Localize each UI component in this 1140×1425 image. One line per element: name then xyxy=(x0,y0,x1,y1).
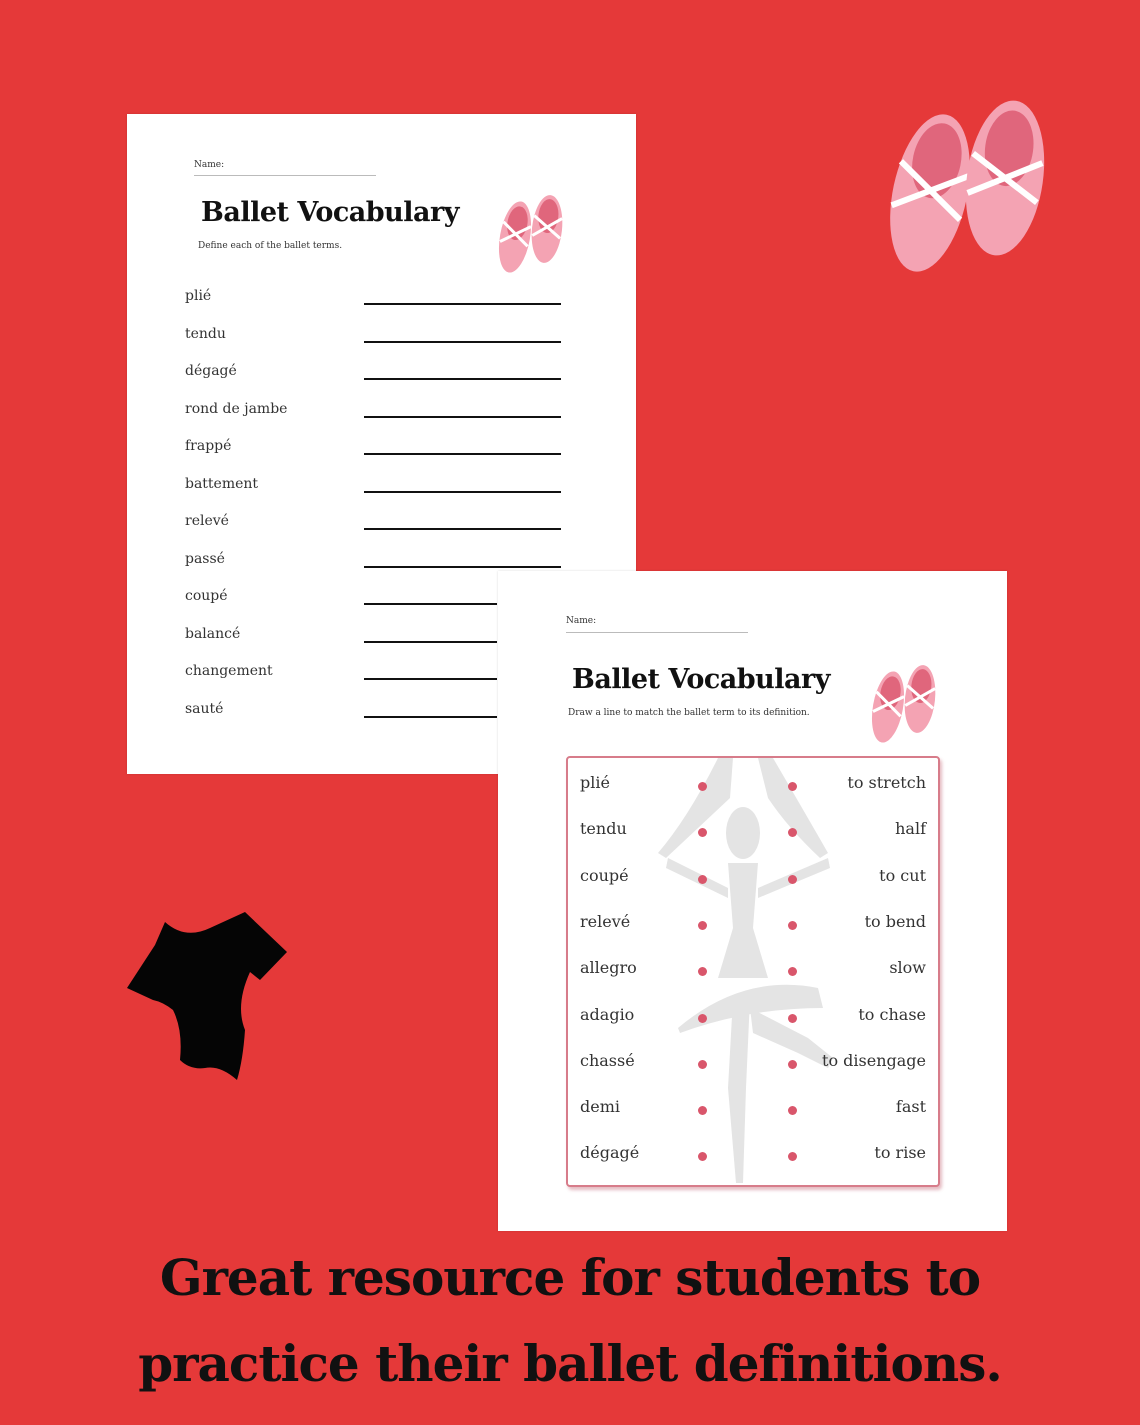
match-term: plié xyxy=(580,773,610,792)
match-definition: to stretch xyxy=(847,773,926,792)
answer-line[interactable] xyxy=(364,303,561,305)
answer-line[interactable] xyxy=(364,641,497,643)
match-term: allegro xyxy=(580,958,637,978)
worksheet-title: Ballet Vocabulary xyxy=(201,197,459,228)
term-label: balancé xyxy=(185,625,241,642)
name-line xyxy=(566,632,748,633)
term-label: frappé xyxy=(185,438,232,454)
match-term: relevé xyxy=(580,911,631,931)
definition-dot[interactable] xyxy=(788,1014,797,1023)
match-term: coupé xyxy=(580,865,629,885)
answer-line[interactable] xyxy=(364,566,561,568)
term-label: dégagé xyxy=(185,363,237,379)
term-dot[interactable] xyxy=(698,1014,707,1023)
term-label: coupé xyxy=(185,588,228,604)
term-dot[interactable] xyxy=(698,921,707,930)
ballet-slippers-icon xyxy=(885,98,1055,283)
ballet-slippers-small-icon xyxy=(868,659,940,747)
matching-box xyxy=(566,756,940,1187)
tagline-line-2: practice their ballet definitions. xyxy=(138,1334,1002,1393)
worksheet-match xyxy=(498,571,1007,1231)
term-label: sauté xyxy=(185,700,224,717)
answer-line[interactable] xyxy=(364,603,497,605)
term-label: changement xyxy=(185,663,273,679)
answer-line[interactable] xyxy=(364,378,561,380)
ballet-slippers-small-icon xyxy=(495,189,567,277)
answer-line[interactable] xyxy=(364,416,561,418)
match-definition: to chase xyxy=(858,1004,926,1024)
definition-dot[interactable] xyxy=(788,1060,797,1069)
match-definition: to bend xyxy=(864,911,926,931)
match-term: dégagé xyxy=(580,1143,640,1163)
worksheet-subtitle: Draw a line to match the ballet term to its definition. xyxy=(568,708,810,718)
term-dot[interactable] xyxy=(698,782,707,791)
term-label: battement xyxy=(185,475,259,492)
term-dot[interactable] xyxy=(698,1060,707,1069)
term-label: plié xyxy=(185,288,212,304)
answer-line[interactable] xyxy=(364,491,561,493)
ballerina-silhouette xyxy=(658,758,848,1185)
answer-line[interactable] xyxy=(364,528,561,530)
term-label: relevé xyxy=(185,513,229,529)
worksheet-subtitle: Define each of the ballet terms. xyxy=(198,241,343,251)
match-term: adagio xyxy=(580,1004,635,1024)
term-dot[interactable] xyxy=(698,875,707,884)
term-label: rond de jambe xyxy=(185,400,288,417)
match-definition: to cut xyxy=(879,865,926,885)
answer-line[interactable] xyxy=(364,716,497,718)
definition-dot[interactable] xyxy=(788,875,797,884)
worksheet-title: Ballet Vocabulary xyxy=(572,664,830,695)
leotard-icon xyxy=(125,910,290,1085)
answer-line[interactable] xyxy=(364,453,561,455)
term-label: passé xyxy=(185,550,225,567)
tagline xyxy=(0,1235,1140,1407)
name-label: Name: xyxy=(194,160,225,170)
match-definition: fast xyxy=(895,1097,926,1117)
tagline-line-1: Great resource for students to xyxy=(159,1248,981,1307)
name-label: Name: xyxy=(566,616,597,626)
match-term: chassé xyxy=(580,1050,635,1070)
match-definition: to rise xyxy=(874,1143,926,1163)
match-definition: to disengage xyxy=(822,1050,926,1070)
term-label: tendu xyxy=(185,325,226,342)
definition-dot[interactable] xyxy=(788,921,797,930)
match-term: tendu xyxy=(580,819,627,839)
match-definition: slow xyxy=(889,958,926,978)
definition-dot[interactable] xyxy=(788,782,797,791)
answer-line[interactable] xyxy=(364,678,497,680)
name-line xyxy=(194,175,376,176)
match-definition: half xyxy=(895,819,926,839)
answer-line[interactable] xyxy=(364,341,561,343)
match-term: demi xyxy=(580,1097,620,1117)
